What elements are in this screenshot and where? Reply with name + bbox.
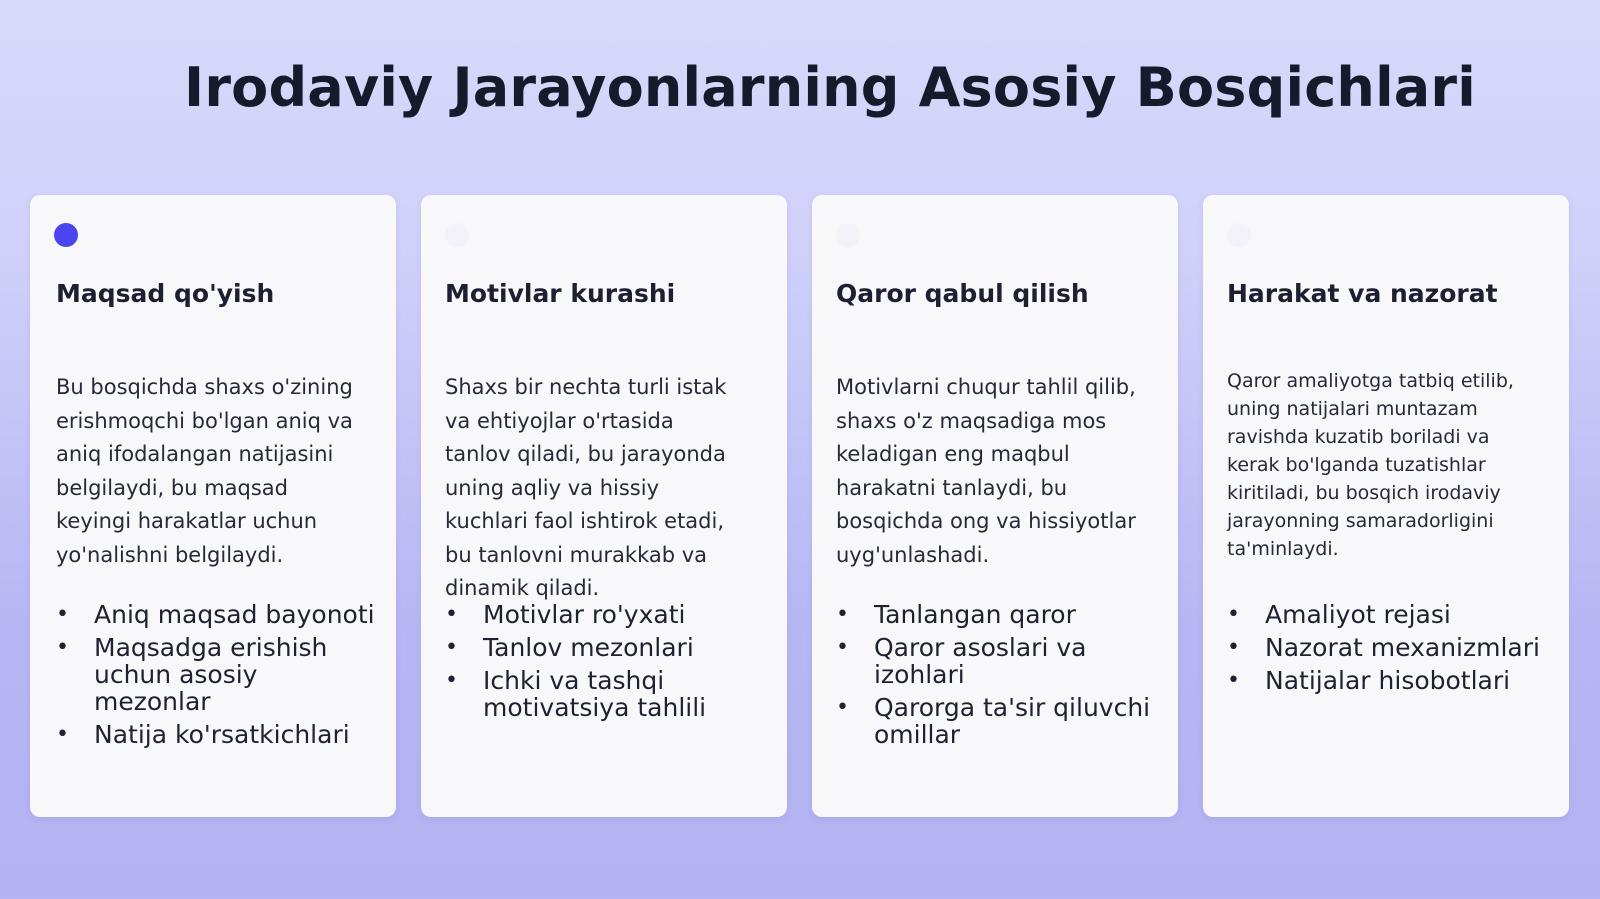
stage-title: Qaror qabul qilish <box>836 279 1089 308</box>
stages-container <box>30 195 1570 817</box>
stage-description: Motivlarni chuqur tahlil qilib, shaxs o'z maqsadiga mos keladigan eng maqbul harakatni tanlaydi, bu bosqichda ong va hissiyotlar uyg'unlashadi. <box>836 375 1136 567</box>
bullet-item: • Maqsadga erishish uchun asosiy mezonlar <box>56 634 376 715</box>
stage-bullet-list <box>1227 601 1547 700</box>
bullet-item: • Qarorga ta'sir qiluvchi omillar <box>836 694 1156 748</box>
bullet-item: • Tanlangan qaror <box>836 601 1156 628</box>
stage-bullet-list <box>445 601 765 727</box>
stage-description: Shaxs bir nechta turli istak va ehtiyojlar o'rtasida tanlov qiladi, bu jarayonda uning aqliy va hissiy kuchlari faol ishtirok etadi, bu tanlovni murakkab va dinamik qiladi. <box>445 375 727 600</box>
stage-description: Qaror amaliyotga tatbiq etilib, uning natijalari muntazam ravishda kuzatib boriladi va kerak bo'lganda tuzatishlar kiritiladi, bu bosqich irodaviy jarayonning samaradorligini ta'minlaydi. <box>1227 370 1514 560</box>
page-title: Irodaviy Jarayonlarning Asosiy Bosqichlari <box>184 56 1476 119</box>
bullet-item: • Natija ko'rsatkichlari <box>56 721 376 748</box>
bullet-item: • Nazorat mexanizmlari <box>1227 634 1547 661</box>
stage-title: Harakat va nazorat <box>1227 279 1498 308</box>
stage-description: Bu bosqichda shaxs o'zining erishmoqchi bo'lgan aniq va aniq ifodalangan natijasini belgilaydi, bu maqsad keyingi harakatlar uchun yo'nalishni belgilaydi. <box>56 375 353 567</box>
active-dot-icon <box>54 223 78 247</box>
stage-title: Maqsad qo'yish <box>56 279 275 308</box>
inactive-dot-icon <box>1227 223 1251 247</box>
inactive-dot-icon <box>445 223 469 247</box>
stage-card-4 <box>1203 195 1569 817</box>
stage-bullet-list <box>836 601 1156 754</box>
stage-bullet-list <box>56 601 376 754</box>
bullet-item: • Tanlov mezonlari <box>445 634 765 661</box>
stage-title: Motivlar kurashi <box>445 279 676 308</box>
bullet-item: • Ichki va tashqi motivatsiya tahlili <box>445 667 765 721</box>
stage-card-1 <box>30 195 396 817</box>
inactive-dot-icon <box>836 223 860 247</box>
stage-card-3 <box>812 195 1178 817</box>
bullet-item: • Qaror asoslari va izohlari <box>836 634 1156 688</box>
bullet-item: • Motivlar ro'yxati <box>445 601 765 628</box>
stage-card-2 <box>421 195 787 817</box>
bullet-item: • Natijalar hisobotlari <box>1227 667 1547 694</box>
bullet-item: • Amaliyot rejasi <box>1227 601 1547 628</box>
bullet-item: • Aniq maqsad bayonoti <box>56 601 376 628</box>
